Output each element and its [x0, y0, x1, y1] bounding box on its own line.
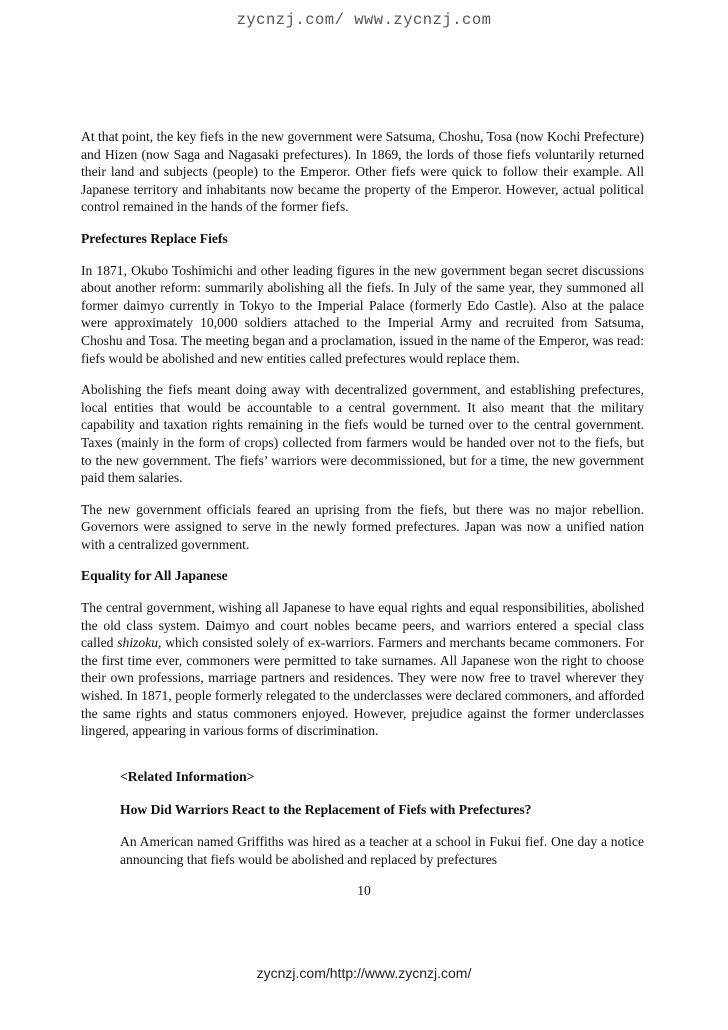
class-system-text-start: The central government, wishing all Japanese to have equal rights and equal responsibilities, abolished the old class system. Daimyo and court nobles became peers, and warriors entered a special class called: [81, 600, 644, 651]
footer-watermark: zycnzj.com/http://www.zycnzj.com/: [256, 965, 472, 981]
related-information-title: How Did Warriors React to the Replacement of Fiefs with Prefectures?: [120, 801, 532, 817]
related-information-label: <Related Information>: [120, 769, 255, 784]
paragraph-class-system: [81, 599, 644, 740]
section-heading-equality: Equality for All Japanese: [81, 568, 228, 584]
section-heading-prefectures: Prefectures Replace Fiefs: [81, 230, 228, 246]
paragraph-fiefs-return: At that point, the key fiefs in the new government were Satsuma, Choshu, Tosa (now Kochi Prefecture) and Hizen (now Saga and Nagasaki prefectures). In 1869, the lords of those fiefs voluntarily returned their land and subjects (people) to the Emperor. Other fiefs were quick to follow their example. All Japanese territory and inhabitants now became the property of the Emperor. However, actual political control remained in the hands of the former fiefs.: [81, 129, 644, 215]
main-content: [81, 128, 644, 754]
paragraph-abolishing-fiefs: Abolishing the fiefs meant doing away with decentralized government, and establishing prefectures, local entities that would be accountable to a central government. It also meant that the military capability and taxation rights remaining in the fiefs would be turned over to the central government. Taxes (mainly in the form of crops) collected from farmers would be handed over not to the fiefs, but to the new government. The fiefs’ warriors were decommissioned, but for a time, the new government paid them salaries.: [81, 382, 644, 486]
page-number: 10: [357, 883, 371, 898]
paragraph-no-rebellion: The new government officials feared an uprising from the fiefs, but there was no major rebellion. Governors were assigned to serve in the newly formed prefectures. Japan was now a unified nation with a centralized government.: [81, 501, 644, 552]
header-watermark: zycnzj.com/ www.zycnzj.com: [236, 11, 492, 29]
shizoku-term: shizoku: [117, 635, 159, 651]
related-information-block: [120, 768, 644, 868]
related-information-text: An American named Griffiths was hired as a teacher at a school in Fukui fief. One day a notice announcing that fiefs would be abolished and replaced by prefectures: [120, 834, 644, 867]
class-system-text-end: , which consisted solely of ex-warriors. Farmers and merchants became commoners. For the first time ever, commoners were permitted to take surnames. All Japanese won the right to choose their own professions, marriage partners and residences. They were now free to travel wherever they wished. In 1871, people formerly relegated to the underclasses were declared commoners, and afforded the same rights and status commoners enjoyed. However, prejudice against the former underclasses lingered, appearing in various forms of discrimination.: [81, 635, 644, 739]
paragraph-secret-discussions: In 1871, Okubo Toshimichi and other leading figures in the new government began secret discussions about another reform: summarily abolishing all the fiefs. In July of the same year, they summoned all former daimyo currently in Tokyo to the Imperial Palace (formerly Edo Castle). Also at the palace were approximately 10,000 soldiers attached to the Imperial Army and recruited from Satsuma, Choshu and Tosa. The meeting began and a proclamation, issued in the name of the Emperor, was read: fiefs would be abolished and new entities called prefectures would replace them.: [81, 262, 644, 366]
